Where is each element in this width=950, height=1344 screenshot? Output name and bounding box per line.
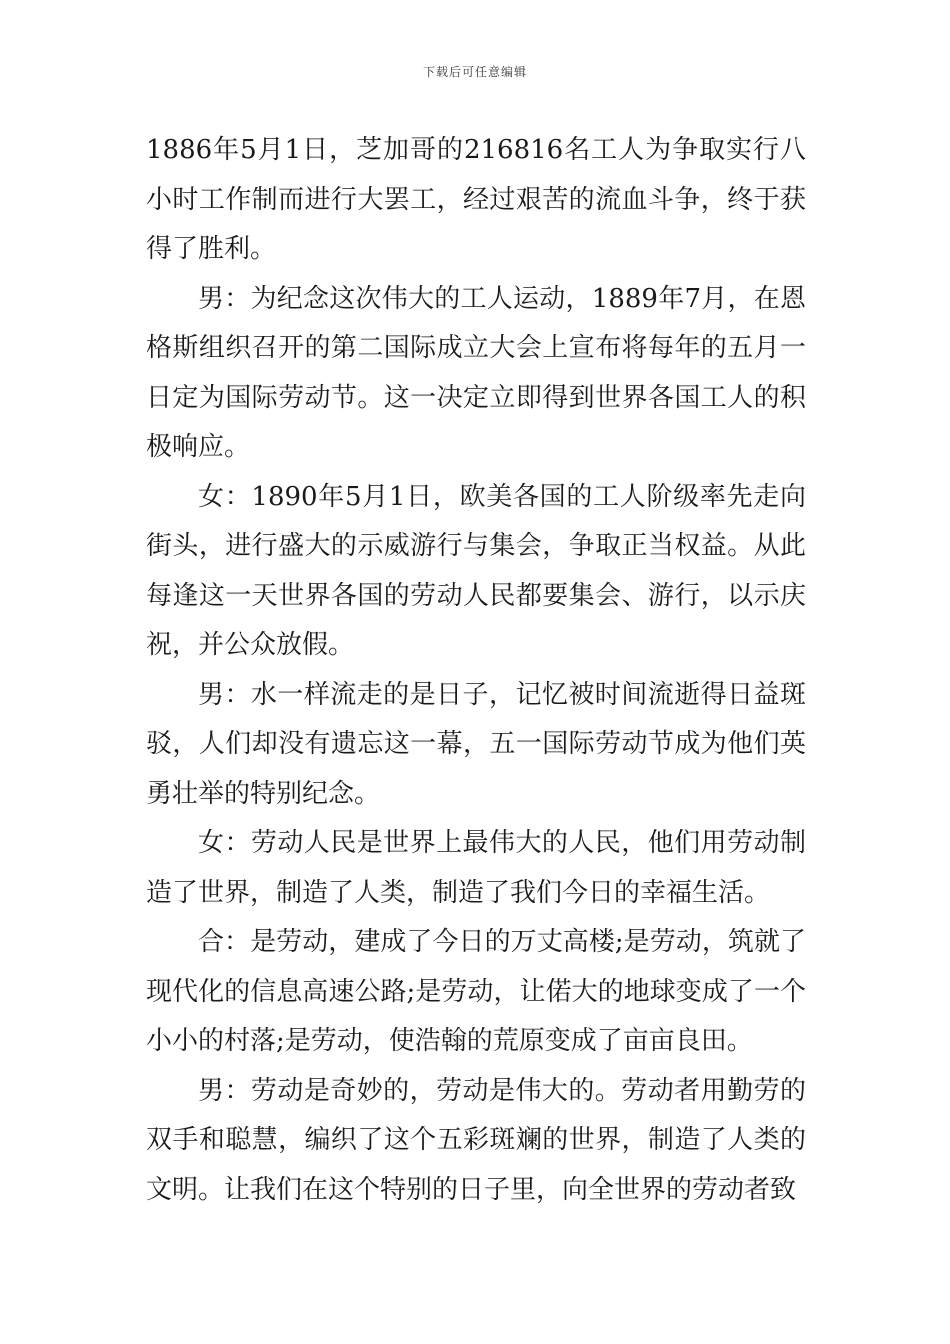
paragraph-2: 男：为纪念这次伟大的工人运动，1889年7月，在恩格斯组织召开的第二国际成立大会上宣布将每年的五月一日定为国际劳动节。这一决定立即得到世界各国工人的积极响应。 [146,283,806,462]
paragraph-3: 女：1890年5月1日，欧美各国的工人阶级率先走向街头，进行盛大的示威游行与集会，争取正当权益。从此每逢这一天世界各国的劳动人民都要集会、游行，以示庆祝，并公众放假。 [146,481,806,660]
paragraph-1: 1886年5月1日，芝加哥的216816名工人为争取实行八小时工作制而进行大罢工，经过艰苦的流血斗争，终于获得了胜利。 [146,135,806,264]
paragraph-7: 男：劳动是奇妙的，劳动是伟大的。劳动者用勤劳的双手和聪慧，编织了这个五彩斑斓的世界，制造了人类的文明。让我们在这个特别的日子里，向全世界的劳动者致 [146,1075,806,1205]
paragraph-5: 女：劳动人民是世界上最伟大的人民，他们用劳动制造了世界，制造了人类，制造了我们今日的幸福生活。 [146,828,806,908]
document-body [146,126,806,1215]
paragraph-6: 合：是劳动，建成了今日的万丈高楼;是劳动，筑就了现代化的信息高速公路;是劳动，让偌大的地球变成了一个小小的村落;是劳动，使浩翰的荒原变成了亩亩良田。 [146,927,806,1056]
page-header: 下载后可任意编辑 [422,65,527,79]
paragraph-4: 男：水一样流走的是日子，记忆被时间流逝得日益斑驳，人们却没有遗忘这一幕，五一国际劳动节成为他们英勇壮举的特别纪念。 [146,679,806,809]
